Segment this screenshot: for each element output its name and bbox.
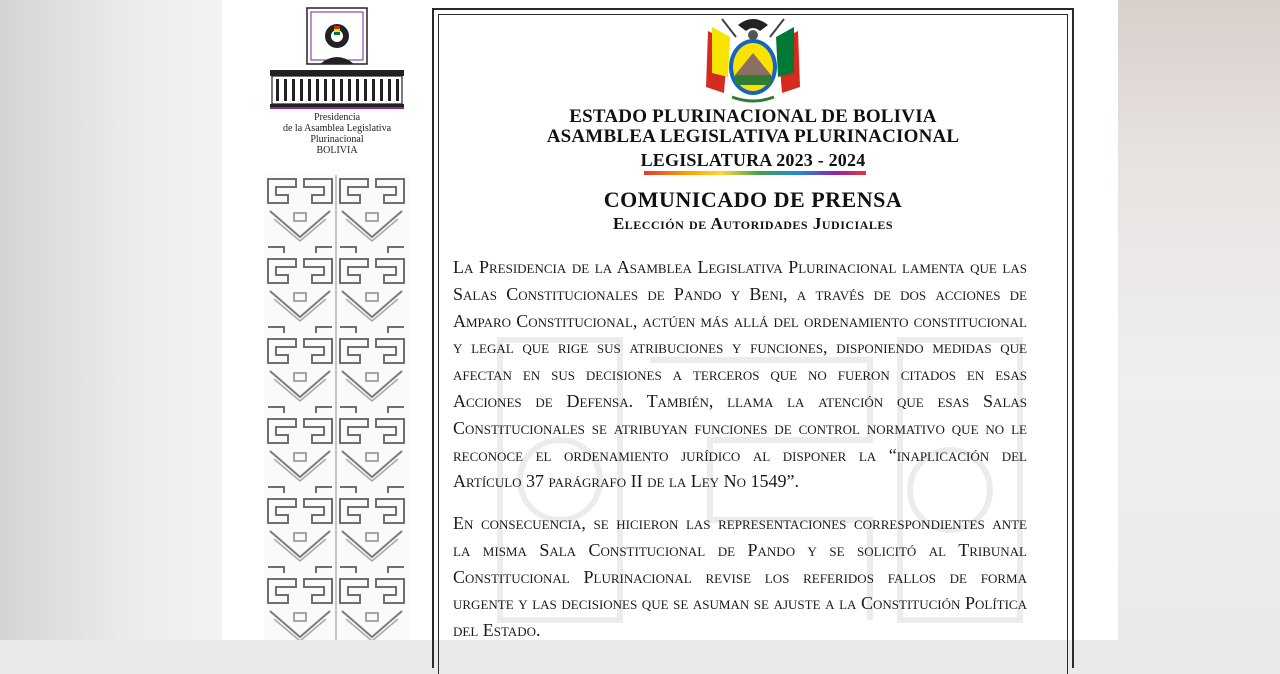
document-subtitle: Elección de Autoridades Judiciales [612, 214, 894, 233]
body-paragraph-1: La Presidencia de la Asamblea Legislativa Plurinacional lamenta que las Salas Constitucionales de Pando y Beni, a través de dos acciones de Amparo Constitucional, actúen más allá del ordenamiento constitucional y legal que rige sus atribuciones y funciones, disponiendo medidas que afectan en sus decisiones a terceros que no fueron citados en esas Acciones de Defensa. También, llama la atención que esas Salas Constitucionales se atribuyan funciones de control normativo que no le reconoce el ordenamiento jurídico al disponer la “inaplicación del Artículo 37 parágrafo II de la Ley No 1549”. [453, 257, 1027, 492]
legislative-palace-icon [268, 6, 406, 110]
legislature-period: LEGISLATURA 2023 - 2024 [640, 150, 866, 170]
background-left [0, 0, 222, 640]
caption-line-3: BOLIVIA [316, 145, 358, 156]
state-name: ESTADO PLURINACIONAL DE BOLIVIA [569, 106, 937, 127]
background-right [1118, 0, 1280, 640]
wiphala-stripe [644, 171, 866, 175]
bolivia-coat-of-arms-icon [702, 13, 804, 105]
andean-pattern-decoration [264, 175, 409, 640]
assembly-name: ASAMBLEA LEGISLATIVA PLURINACIONAL [546, 126, 960, 147]
caption-line-1: Presidencia [313, 112, 361, 123]
document-title: COMUNICADO DE PRENSA [603, 187, 903, 212]
caption-line-2: de la Asamblea Legislativa Plurinacional [282, 123, 392, 145]
presidency-logo [268, 6, 406, 156]
presidency-caption [268, 112, 406, 156]
body-paragraph-2: En consecuencia, se hicieron las representaciones correspondientes ante la misma Sala Constitucional de Pando y se solicitó al Tribunal Constitucional Plurinacional revise los referidos fallos de forma urgente y las decisiones que se asuman se ajuste a la Constitución Política del Estado. [453, 513, 1027, 641]
